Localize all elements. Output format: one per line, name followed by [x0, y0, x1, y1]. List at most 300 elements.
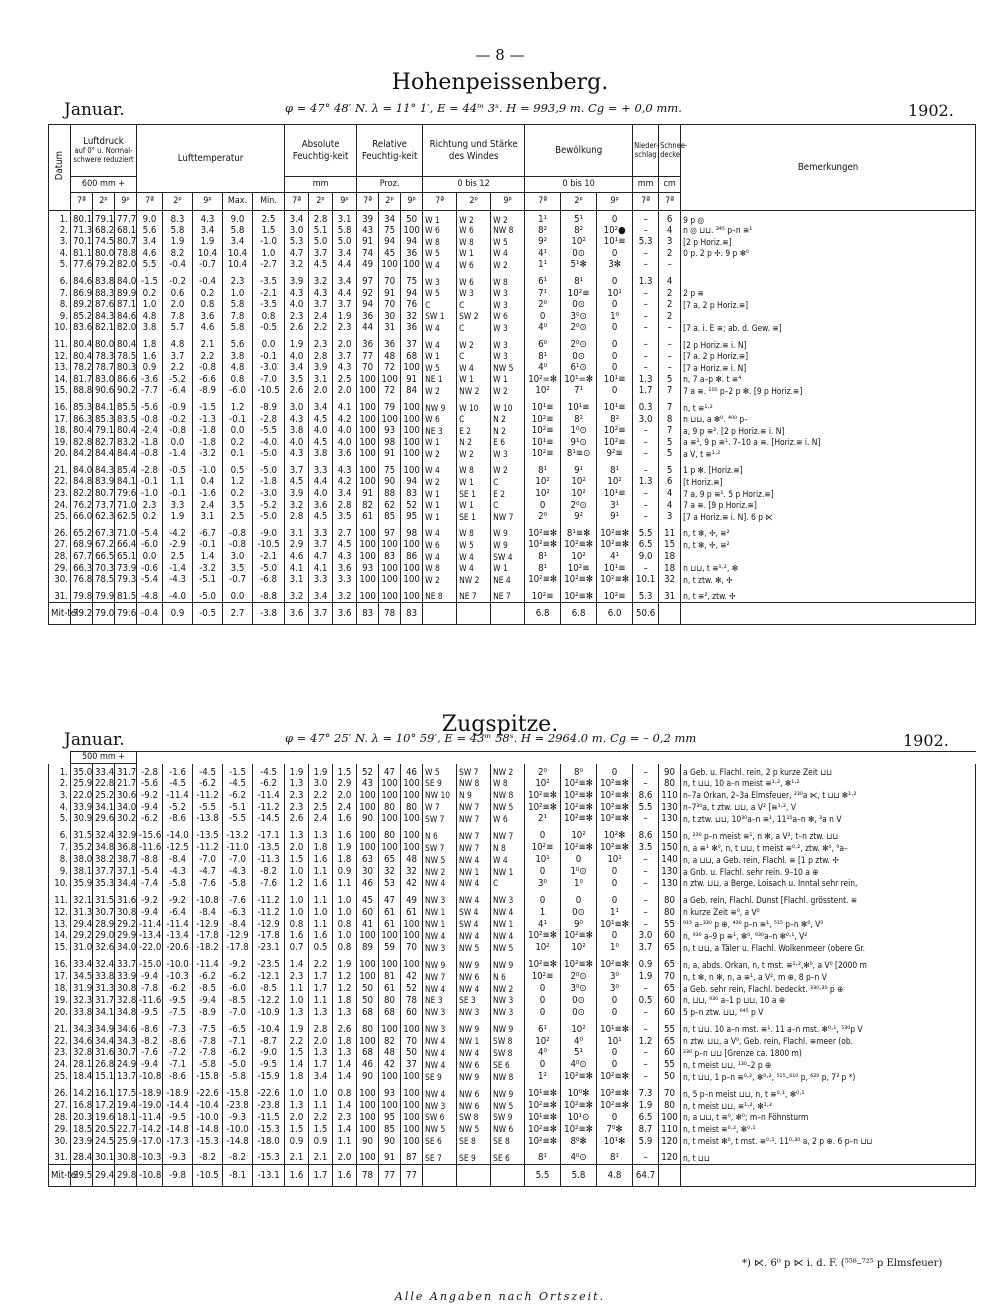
rel-humidity-cell: 36: [357, 339, 379, 351]
remarks-cell: [681, 276, 976, 288]
abs-humidity-cell: 1.1: [285, 983, 309, 995]
temperature-cell: -6.0: [223, 385, 253, 397]
rel-humidity-cell: 42: [379, 1059, 401, 1071]
day-cell: 29.: [49, 1124, 71, 1136]
day-cell: 30.: [49, 574, 71, 586]
cloud-cell: 0: [597, 211, 633, 225]
day-cell: 3.: [49, 236, 71, 248]
cloud-cell: 0⊙: [561, 995, 597, 1007]
precip-cell: –: [633, 448, 659, 460]
temperature-cell: -8.5: [193, 983, 223, 995]
snow-cell: 7: [659, 402, 681, 414]
abs-humidity-cell: 1.6: [333, 830, 357, 842]
hdr-p9: 9ᵖ: [115, 193, 137, 211]
wind-cell: W 2: [423, 385, 457, 397]
temperature-cell: -14.0: [163, 830, 193, 842]
temperature-cell: 3.8: [223, 351, 253, 363]
cloud-cell: 8²: [525, 225, 561, 237]
abs-humidity-cell: 4.7: [309, 551, 333, 563]
day-cell: 3.: [49, 789, 71, 801]
temperature-cell: -0.1: [193, 539, 223, 551]
temperature-cell: -5.6: [137, 402, 163, 414]
abs-humidity-cell: 0.8: [333, 1088, 357, 1100]
temperature-cell: 2.1: [193, 339, 223, 351]
rel-humidity-cell: 61: [357, 511, 379, 523]
temperature-cell: -22.0: [137, 942, 163, 954]
rel-humidity-cell: 92: [357, 288, 379, 300]
snow-cell: 80: [659, 907, 681, 919]
rel-humidity-cell: 47: [379, 764, 401, 778]
wind-cell: W 9: [491, 528, 525, 540]
abs-humidity-cell: 3.6: [285, 602, 309, 624]
abs-humidity-cell: 4.0: [309, 425, 333, 437]
temperature-cell: -13.2: [223, 830, 253, 842]
abs-humidity-cell: 1.1: [333, 878, 357, 890]
wind-cell: SE 8: [491, 1136, 525, 1148]
pressure-cell: 62.5: [115, 511, 137, 523]
temperature-cell: -23.1: [253, 942, 285, 954]
abs-humidity-cell: 3.3: [309, 574, 333, 586]
rel-humidity-cell: 59: [379, 942, 401, 954]
cloud-cell: 4⁰: [525, 1047, 561, 1059]
rel-humidity-cell: 83: [401, 602, 423, 624]
snow-cell: 90: [659, 764, 681, 778]
remarks-cell: n–7³⁰a, t ztw. ⊔⊔, a V² [≡¹·², V: [681, 801, 976, 813]
temperature-cell: 0.0: [253, 339, 285, 351]
rel-humidity-cell: 78: [401, 995, 423, 1007]
rel-humidity-cell: 68: [401, 351, 423, 363]
wind-cell: NW 7: [457, 830, 491, 842]
precip-cell: –: [633, 1024, 659, 1036]
snow-cell: 55: [659, 1024, 681, 1036]
precip-cell: –: [633, 425, 659, 437]
temperature-cell: -11.0: [223, 842, 253, 854]
rel-humidity-cell: 100: [379, 842, 401, 854]
wind-cell: NW 3: [423, 1024, 457, 1036]
rel-humidity-cell: 93: [357, 563, 379, 575]
remarks-cell: n, t meist ≡⁰·², ✻⁰·¹: [681, 1124, 976, 1136]
rel-humidity-cell: 94: [401, 236, 423, 248]
rel-humidity-cell: 94: [357, 299, 379, 311]
pressure-cell: 81.5: [115, 591, 137, 603]
wind-cell: NW 1: [491, 866, 525, 878]
abs-humidity-cell: 1.4: [333, 1100, 357, 1112]
hdr-t9: 9ᵖ: [193, 193, 223, 211]
cloud-cell: 8²: [561, 414, 597, 426]
pressure-cell: 66.4: [115, 539, 137, 551]
temperature-cell: 0.4: [193, 476, 223, 488]
wind-cell: NW 8: [491, 789, 525, 801]
abs-humidity-cell: 3.7: [309, 602, 333, 624]
pressure-cell: 80.3: [115, 362, 137, 374]
rel-humidity-cell: 100: [379, 778, 401, 790]
cloud-cell: 1⁰⊙: [561, 425, 597, 437]
pressure-cell: 85.3: [71, 402, 93, 414]
abs-humidity-cell: 2.2: [309, 789, 333, 801]
pressure-cell: 28.1: [71, 1059, 93, 1071]
abs-humidity-cell: 1.1: [309, 866, 333, 878]
cloud-cell: 10⁰✻: [561, 1088, 597, 1100]
pressure-cell: 68.9: [71, 539, 93, 551]
day-cell: 27.: [49, 1100, 71, 1112]
rel-humidity-cell: 77: [357, 351, 379, 363]
wind-cell: W 3: [423, 276, 457, 288]
precip-cell: 5.3: [633, 591, 659, 603]
temperature-cell: -23.8: [223, 1100, 253, 1112]
snow-cell: 65: [659, 942, 681, 954]
pressure-cell: 78.5: [93, 574, 115, 586]
rel-humidity-cell: 39: [357, 211, 379, 225]
wind-cell: NW 7: [457, 842, 491, 854]
abs-humidity-cell: 3.0: [285, 225, 309, 237]
precip-unit: mm: [633, 177, 659, 193]
temperature-cell: -0.5: [193, 602, 223, 624]
precip-cell: 7.3: [633, 1088, 659, 1100]
abs-humidity-cell: 3.4: [333, 276, 357, 288]
temperature-cell: 3.7: [163, 351, 193, 363]
temperature-cell: -9.2: [223, 959, 253, 971]
cloud-cell: 9¹: [561, 465, 597, 477]
wind-cell: NW 7: [491, 830, 525, 842]
precip-cell: –: [633, 854, 659, 866]
wind-cell: W 6: [423, 225, 457, 237]
temperature-cell: -6.2: [193, 971, 223, 983]
remarks-cell: n, 7 a–p ✻. t ≡⁴: [681, 374, 976, 386]
cloud-cell: 10²≡: [525, 425, 561, 437]
cloud-cell: 3⁰⊙: [561, 311, 597, 323]
rel-humidity-cell: 46: [357, 878, 379, 890]
abs-humidity-cell: 1.2: [333, 983, 357, 995]
cloud-cell: 4.8: [597, 1164, 633, 1187]
wind-cell: NW 3: [491, 1007, 525, 1019]
table-row: [49, 465, 976, 477]
day-cell: 25.: [49, 511, 71, 523]
cloud-cell: 10²: [561, 236, 597, 248]
remarks-cell: ⁹¹⁵ a–³³⁰ p ⊕, ⁴³⁰ p–n ≡¹, ⁵¹⁵ p–n ✻⁰, V⁰: [681, 918, 976, 930]
abs-humidity-cell: 4.5: [309, 511, 333, 523]
rel-humidity-cell: 100: [357, 1112, 379, 1124]
pressure-cell: 86.9: [71, 288, 93, 300]
rel-humidity-cell: 75: [379, 465, 401, 477]
temperature-cell: -0.1: [163, 488, 193, 500]
rel-humidity-cell: 100: [379, 591, 401, 603]
wind-cell: W 2: [457, 211, 491, 225]
pressure-cell: 89.2: [71, 299, 93, 311]
mean-row: [49, 602, 976, 624]
pressure-cell: 84.0: [71, 465, 93, 477]
abs-humidity-cell: 1.5: [309, 1124, 333, 1136]
temperature-cell: -0.9: [163, 402, 193, 414]
temperature-cell: -8.8: [253, 591, 285, 603]
remarks-cell: [7 a, 2 p Horiz.≡]: [681, 299, 976, 311]
wind-cell: NW 3: [423, 1100, 457, 1112]
abs-humidity-cell: 3.6: [333, 448, 357, 460]
temperature-cell: -5.8: [223, 878, 253, 890]
temperature-cell: 1.9: [193, 236, 223, 248]
abs-humidity-cell: 1.3: [285, 1007, 309, 1019]
cloud-cell: 10²✻: [597, 830, 633, 842]
snow-cell: 50: [659, 1071, 681, 1083]
table-row: [49, 351, 976, 363]
cloud-cell: 10¹≡✻: [597, 918, 633, 930]
day-cell: 9.: [49, 311, 71, 323]
precip-cell: –: [633, 1047, 659, 1059]
cloud-cell: 2¹: [525, 813, 561, 825]
wind-cell: [457, 1164, 491, 1187]
wind-cell: W 1: [491, 374, 525, 386]
temperature-cell: 1.2: [223, 476, 253, 488]
snow-cell: 80: [659, 895, 681, 907]
pressure-cell: 79.0: [93, 602, 115, 624]
wind-cell: NW 1: [423, 918, 457, 930]
day-cell: 27.: [49, 539, 71, 551]
precip-cell: 3.0: [633, 414, 659, 426]
rel-humidity-cell: 90: [379, 1136, 401, 1148]
rel-humidity-cell: 70: [401, 942, 423, 954]
precip-cell: 8.6: [633, 830, 659, 842]
temperature-cell: -2.4: [137, 425, 163, 437]
precip-cell: 5.3: [633, 236, 659, 248]
abs-humidity-cell: 4.3: [285, 414, 309, 426]
table-row: [49, 778, 976, 790]
hdr-c7: 7ª: [525, 193, 561, 211]
rel-humidity-cell: 31: [379, 322, 401, 334]
pressure-cell: 87.1: [115, 299, 137, 311]
day-cell: 14.: [49, 374, 71, 386]
wind-cell: NW 5: [491, 1100, 525, 1112]
cloud-cell: 6¹: [525, 276, 561, 288]
abs-humidity-cell: 2.5: [309, 801, 333, 813]
temperature-cell: -5.1: [223, 801, 253, 813]
wind-cell: W 8: [491, 778, 525, 790]
temperature-cell: -12.5: [163, 842, 193, 854]
temperature-cell: -5.2: [253, 500, 285, 512]
abs-humidity-cell: 3.7: [333, 351, 357, 363]
wind-cell: NW 2: [491, 983, 525, 995]
wind-cell: SE 8: [457, 1136, 491, 1148]
hdr-c9: 9ᵖ: [597, 193, 633, 211]
temperature-cell: -9.5: [163, 1112, 193, 1124]
wind-cell: C: [457, 414, 491, 426]
snow-cell: 60: [659, 930, 681, 942]
wind-cell: NW 4: [423, 1059, 457, 1071]
abs-humidity-cell: 1.0: [333, 895, 357, 907]
remarks-cell: [7 a. i. E ≡; ab. d. Gew. ≡]: [681, 322, 976, 334]
table-row: [49, 842, 976, 854]
temperature-cell: -6.2: [253, 778, 285, 790]
remarks-cell: 5 p–n ztw. ⊔⊔, ⁶⁴⁵ p V: [681, 1007, 976, 1019]
wind-cell: W 1: [457, 248, 491, 260]
rel-humidity-cell: 100: [401, 1088, 423, 1100]
precip-cell: 9.0: [633, 551, 659, 563]
cloud-cell: 10²≡✻: [561, 539, 597, 551]
temperature-cell: -5.4: [137, 574, 163, 586]
abs-humidity-cell: 0.8: [285, 918, 309, 930]
pressure-cell: 79.1: [93, 425, 115, 437]
wind-cell: NW 2: [457, 385, 491, 397]
wind-cell: W 1: [423, 500, 457, 512]
rel-humidity-cell: 100: [357, 842, 379, 854]
temperature-cell: -7.0: [223, 854, 253, 866]
cloud-cell: 0: [597, 385, 633, 397]
remarks-cell: 7 a ≡. ¹⁰⁰ p–2 p ✻. [9 p Horiz.≡]: [681, 385, 976, 397]
pressure-cell: 30.6: [115, 789, 137, 801]
abs-humidity-cell: 3.1: [285, 574, 309, 586]
wind-cell: SW 7: [423, 842, 457, 854]
abs-humidity-cell: 4.4: [333, 288, 357, 300]
snow-cell: 140: [659, 854, 681, 866]
temperature-cell: -1.3: [193, 414, 223, 426]
precip-cell: –: [633, 288, 659, 300]
hdr-w7: 7ª: [423, 193, 457, 211]
cloud-cell: 0: [597, 351, 633, 363]
wind-cell: NW 1: [491, 918, 525, 930]
temperature-cell: -5.0: [253, 465, 285, 477]
rel-humidity-cell: 80: [379, 830, 401, 842]
cloud-cell: 9⁰: [561, 918, 597, 930]
abs-humidity-cell: 5.3: [285, 236, 309, 248]
day-cell: 1.: [49, 211, 71, 225]
cloud-cell: 10²≡: [525, 591, 561, 603]
temperature-cell: 2.2: [193, 351, 223, 363]
remarks-cell: [t Horiz.≡]: [681, 476, 976, 488]
abs-humidity-cell: 2.6: [333, 1024, 357, 1036]
cloud-cell: 6.0: [597, 602, 633, 624]
rel-humidity-cell: 95: [379, 1112, 401, 1124]
abs-humidity-cell: 3.9: [309, 362, 333, 374]
temperature-cell: 3.4: [137, 236, 163, 248]
temperature-cell: -2.1: [253, 288, 285, 300]
cloud-cell: 6.8: [561, 602, 597, 624]
abs-humidity-cell: 1.5: [285, 1124, 309, 1136]
precip-cell: 1.2: [633, 1035, 659, 1047]
rel-humidity-cell: 32: [401, 866, 423, 878]
temperature-cell: 1.9: [163, 511, 193, 523]
temperature-cell: -17.8: [253, 930, 285, 942]
pressure-cell: 22.8: [93, 778, 115, 790]
abs-humidity-cell: 3.1: [309, 374, 333, 386]
pressure-cell: 15.1: [93, 1071, 115, 1083]
cloud-cell: 10²≡✻: [597, 842, 633, 854]
cloud-cell: 10²≡✻: [561, 813, 597, 825]
rel-humidity-cell: 75: [401, 276, 423, 288]
abs-humidity-cell: 4.0: [333, 425, 357, 437]
wind-cell: E 6: [491, 437, 525, 449]
precip-cell: –: [633, 895, 659, 907]
wind-cell: W 6: [457, 259, 491, 271]
cloud-cell: 9²: [561, 511, 597, 523]
abs-humidity-cell: 4.1: [285, 563, 309, 575]
temperature-cell: 3.8: [137, 322, 163, 334]
remarks-cell: n, t ✻, ✢, ≡²: [681, 539, 976, 551]
wind-cell: NW 4: [457, 895, 491, 907]
cloud-cell: 10²●: [597, 225, 633, 237]
day-cell: 20.: [49, 448, 71, 460]
cloud-cell: 10²≡✻: [597, 1100, 633, 1112]
abs-humidity-cell: 1.0: [285, 895, 309, 907]
temperature-cell: 4.8: [137, 311, 163, 323]
rel-humidity-cell: 100: [357, 1124, 379, 1136]
snow-cell: 6: [659, 476, 681, 488]
snow-cell: 5: [659, 448, 681, 460]
abs-humidity-cell: 1.6: [333, 1164, 357, 1187]
temperature-cell: -7.8: [193, 1047, 223, 1059]
temperature-cell: -11.4: [137, 918, 163, 930]
pressure-cell: 18.4: [71, 1071, 93, 1083]
wind-cell: SW 8: [491, 1035, 525, 1047]
temperature-cell: 5.7: [163, 322, 193, 334]
wind-cell: NW 9: [423, 959, 457, 971]
temperature-cell: 0.9: [137, 362, 163, 374]
temperature-cell: 9.0: [137, 211, 163, 225]
wind-cell: NE 7: [457, 591, 491, 603]
temperature-cell: -6.2: [193, 778, 223, 790]
temperature-cell: -10.4: [193, 1100, 223, 1112]
temperature-cell: -4.7: [193, 866, 223, 878]
table-row: [49, 866, 976, 878]
wind-cell: SW 4: [457, 918, 491, 930]
cloud-cell: 10²≡✻: [597, 574, 633, 586]
snow-cell: 3: [659, 236, 681, 248]
snow-cell: 55: [659, 918, 681, 930]
temperature-cell: -10.0: [163, 959, 193, 971]
precip-cell: –: [633, 362, 659, 374]
temperature-cell: -5.6: [137, 778, 163, 790]
rel-humidity-cell: 87: [401, 1152, 423, 1164]
table-row: [49, 854, 976, 866]
day-cell: 22.: [49, 476, 71, 488]
pressure-cell: 80.4: [115, 339, 137, 351]
remarks-cell: a Geb. u. Flachl. rein, 2 p kurze Zeit ⊔⊔: [681, 764, 976, 778]
rel-humidity-cell: 100: [357, 591, 379, 603]
pressure-cell: 82.1: [93, 322, 115, 334]
temperature-cell: 2.5: [223, 511, 253, 523]
pressure-cell: 74.5: [93, 236, 115, 248]
remarks-cell: n, t meist ✻⁰, t mst. ≡⁰·¹. 11⁰·³⁰ a, 2 p ⊕. 6 p–n ⊔⊔: [681, 1136, 976, 1148]
cloud-cell: 7¹: [561, 385, 597, 397]
cloud-cell: 10²: [561, 942, 597, 954]
temperature-cell: -13.4: [163, 930, 193, 942]
day-cell: 8.: [49, 854, 71, 866]
pressure-cell: 32.6: [93, 942, 115, 954]
cloud-cell: 5¹: [561, 211, 597, 225]
day-cell: 4.: [49, 801, 71, 813]
temperature-cell: 3.5: [223, 563, 253, 575]
temperature-cell: -6.4: [163, 907, 193, 919]
cloud-cell: 2⁰: [525, 764, 561, 778]
temperature-cell: -8.6: [163, 1035, 193, 1047]
wind-cell: W 2: [423, 448, 457, 460]
snow-cell: 130: [659, 813, 681, 825]
day-cell: 10.: [49, 322, 71, 334]
snow-cell: 18: [659, 563, 681, 575]
abs-humidity-cell: 3.4: [285, 211, 309, 225]
cloud-cell: 8²: [561, 225, 597, 237]
rel-humidity-cell: 60: [357, 907, 379, 919]
rel-humidity-cell: 100: [379, 563, 401, 575]
cloud-cell: 1: [525, 907, 561, 919]
abs-humidity-cell: 3.2: [333, 591, 357, 603]
pressure-cell: 38.0: [71, 854, 93, 866]
temperature-cell: -1.8: [253, 476, 285, 488]
rel-humidity-cell: 80: [379, 801, 401, 813]
temperature-cell: -4.0: [163, 591, 193, 603]
temperature-cell: -10.5: [193, 1164, 223, 1187]
precip-cell: –: [633, 211, 659, 225]
remarks-cell: n, ⁹³⁰ a–9 p ≡¹, ✻⁰. ⁹³⁰a–n ✻⁰·¹, V²: [681, 930, 976, 942]
temperature-cell: 0.5: [223, 465, 253, 477]
abs-humidity-cell: 1.0: [285, 907, 309, 919]
